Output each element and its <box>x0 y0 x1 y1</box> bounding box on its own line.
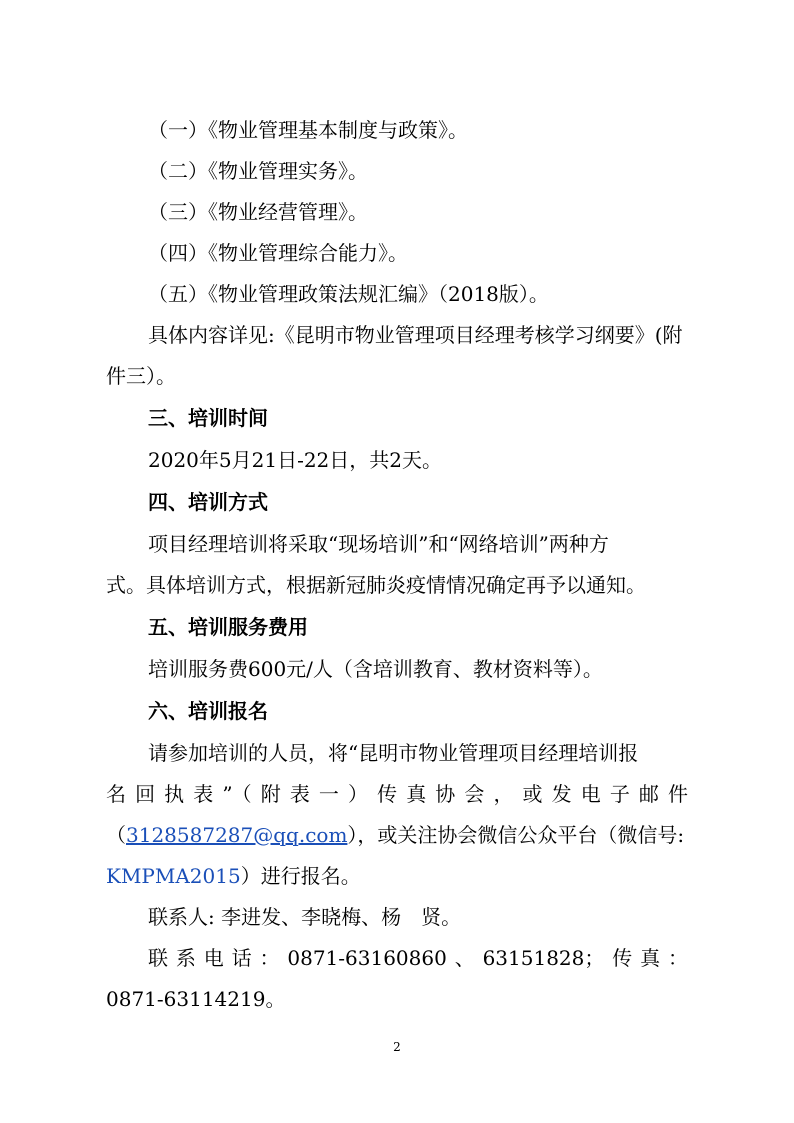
section5-heading: 五、培训服务费用 <box>148 615 308 639</box>
section6-line-4-rest: ）进行报名。 <box>240 864 361 888</box>
list-item-5: （五）《物业管理政策法规汇编》（2018版）。 <box>148 282 549 306</box>
paren-open: （ <box>106 823 126 847</box>
section5-body: 培训服务费600元/人（含培训教育、教材资料等）。 <box>148 657 603 681</box>
section6-line-3-rest: ），或关注协会微信公众平台（微信号: <box>347 823 685 847</box>
section4-line-2: 式。具体培训方式，根据新冠肺炎疫情情况确定再予以通知。 <box>106 573 646 597</box>
phone-line-1: 联系电话：0871-63160860、63151828；传真： <box>148 946 688 970</box>
details-line-1: 具体内容详见:《昆明市物业管理项目经理考核学习纲要》(附 <box>148 323 683 347</box>
section3-heading: 三、培训时间 <box>148 406 268 430</box>
contacts-line: 联系人: 李进发、李晓梅、杨 贤。 <box>148 905 462 929</box>
list-item-2: （二）《物业管理实务》。 <box>148 159 368 183</box>
list-item-3: （三）《物业经营管理》。 <box>148 200 368 224</box>
section4-heading: 四、培训方式 <box>148 490 268 514</box>
wechat-id: KMPMA2015 <box>106 864 241 888</box>
phone-line-2: 0871-63114219。 <box>106 987 286 1011</box>
section6-line-1: 请参加培训的人员，将“昆明市物业管理项目经理培训报 <box>148 741 639 765</box>
list-item-4: （四）《物业管理综合能力》。 <box>148 241 408 265</box>
details-line-2: 件三）。 <box>106 364 176 388</box>
list-item-1: （一）《物业管理基本制度与政策》。 <box>148 118 468 142</box>
section6-heading: 六、培训报名 <box>148 699 268 723</box>
email-link[interactable]: 3128587287@qq.com <box>126 823 348 847</box>
section4-line-1: 项目经理培训将采取“现场培训”和“网络培训”两种方 <box>148 532 609 556</box>
section6-line-4 <box>106 862 361 890</box>
page-number: 2 <box>393 1040 401 1054</box>
section6-line-2: 名回执表”（附表一）传真协会，或发电子邮件 <box>106 782 688 806</box>
section3-body: 2020年5月21日-22日，共2天。 <box>148 448 443 472</box>
section6-line-3 <box>106 821 684 849</box>
